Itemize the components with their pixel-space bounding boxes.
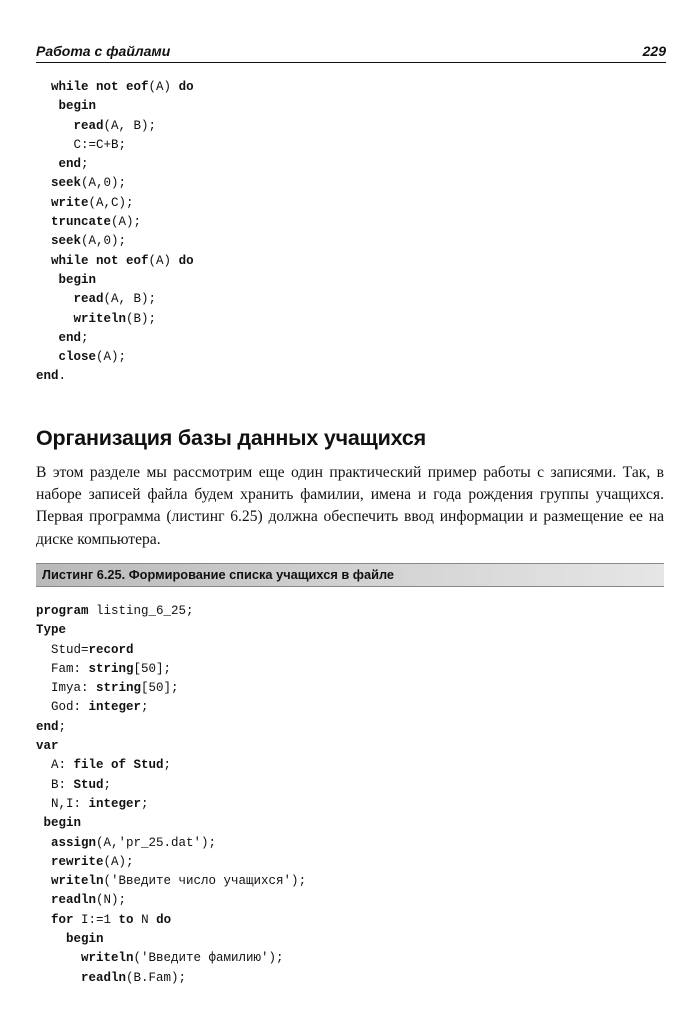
code-line (36, 621, 306, 640)
code-text (36, 80, 51, 94)
code-keyword: file of Stud (73, 758, 164, 773)
code-keyword: Type (36, 623, 67, 638)
code-line (36, 641, 306, 660)
code-line (36, 834, 306, 853)
code-keyword: writeln (73, 311, 127, 326)
code-text (36, 331, 59, 345)
code-text (36, 816, 44, 830)
code-text: (A) (148, 80, 179, 94)
code-line (36, 602, 306, 621)
body-paragraph: В этом разделе мы рассмотрим еще один практический пример работы с записями. Так, в наборе записей файла будем хранить фамилии, имена и года рождения группы учащихся. Первая программа (листинг 6.25) должна обеспечить ввод информации и размещение ее на диске компьютера. (36, 464, 664, 548)
code-text (36, 855, 51, 869)
code-line (36, 348, 194, 367)
code-text: ('Введите число учащихся'); (103, 874, 307, 889)
code-text: ; (58, 719, 67, 734)
code-line (36, 97, 194, 116)
code-line (36, 367, 194, 386)
code-text: (A) (148, 253, 179, 268)
code-text: N,I: (36, 796, 89, 811)
code-keyword: rewrite (51, 854, 104, 869)
code-text (36, 350, 59, 364)
code-text: ; (163, 758, 172, 773)
code-text (36, 119, 74, 133)
code-keyword: seek (51, 234, 82, 249)
code-text: N (133, 912, 157, 927)
code-text: A: (36, 758, 74, 773)
code-text: ; (141, 796, 149, 811)
code-text: (N); (96, 893, 127, 908)
code-line (36, 174, 194, 193)
code-line (36, 155, 194, 174)
code-text (36, 99, 59, 113)
code-line (36, 271, 194, 290)
code-block-2 (36, 602, 306, 988)
code-line (36, 290, 194, 309)
code-text (36, 951, 81, 965)
code-text (36, 234, 51, 248)
code-line (36, 136, 194, 155)
code-text: (A,'pr_25.dat'); (96, 835, 217, 850)
code-text: . (58, 369, 67, 384)
code-text (36, 176, 51, 190)
code-keyword: Stud (73, 777, 104, 792)
code-text (36, 196, 51, 210)
code-keyword: while not eof (51, 80, 149, 94)
code-text: (A); (103, 854, 134, 869)
code-line (36, 78, 194, 97)
code-text (36, 312, 74, 326)
code-line (36, 718, 306, 737)
code-keyword: for (51, 912, 74, 927)
code-line (36, 252, 194, 271)
code-line (36, 911, 306, 930)
code-text: (A, B); (103, 292, 157, 307)
code-line (36, 679, 306, 698)
code-text: Imya: (36, 681, 97, 696)
code-keyword: do (178, 253, 194, 268)
code-keyword: integer (88, 700, 142, 715)
code-text: listing_6_25; (88, 604, 194, 618)
code-keyword: end (36, 369, 59, 384)
code-keyword: close (58, 350, 97, 365)
code-line (36, 698, 306, 717)
code-text: B: (36, 777, 74, 792)
code-text: [50]; (133, 661, 172, 676)
code-keyword: begin (43, 816, 82, 831)
code-text (36, 836, 51, 850)
code-keyword: begin (58, 272, 97, 287)
code-block-1 (36, 78, 194, 387)
code-keyword: readln (81, 970, 127, 985)
code-line (36, 872, 306, 891)
listing-caption: Листинг 6.25. Формирование списка учащихся в файле (42, 567, 395, 582)
code-keyword: seek (51, 176, 82, 191)
code-keyword: do (178, 80, 194, 94)
code-text: (A,0); (81, 176, 127, 191)
code-line (36, 949, 306, 968)
listing-caption-bar (36, 563, 664, 587)
code-text: ('Введите фамилию'); (133, 951, 284, 966)
code-keyword: end (36, 719, 59, 734)
code-keyword: readln (51, 893, 97, 908)
code-line (36, 756, 306, 775)
code-text: (A,0); (81, 234, 127, 249)
section-heading: Организация базы данных учащихся (36, 426, 426, 450)
code-line (36, 329, 194, 348)
code-line (36, 737, 306, 756)
code-line (36, 232, 194, 251)
code-keyword: while not eof (51, 253, 149, 268)
code-line (36, 776, 306, 795)
code-text: (A,C); (88, 195, 134, 210)
code-text (36, 913, 51, 927)
code-text (36, 932, 66, 946)
code-line (36, 310, 194, 329)
code-keyword: begin (66, 932, 104, 947)
code-line (36, 853, 306, 872)
code-keyword: program (36, 604, 89, 618)
code-text: Fam: (36, 661, 89, 676)
code-line (36, 795, 306, 814)
code-keyword: read (73, 118, 104, 133)
code-line (36, 969, 306, 988)
code-keyword: string (88, 661, 134, 676)
code-keyword: truncate (51, 215, 112, 230)
code-text (36, 893, 51, 907)
page-number: 229 (642, 43, 666, 59)
code-keyword: do (156, 912, 172, 927)
code-keyword: var (36, 739, 59, 754)
code-keyword: string (96, 681, 142, 696)
code-keyword: read (73, 292, 104, 307)
code-text: I:=1 (73, 912, 119, 927)
code-line (36, 117, 194, 136)
code-text: (A); (111, 215, 142, 230)
code-text (36, 971, 81, 985)
code-keyword: assign (51, 835, 97, 850)
code-keyword: integer (88, 796, 142, 811)
code-text: (B.Fam); (126, 970, 187, 985)
code-text: ; (81, 330, 89, 345)
code-text: Stud= (36, 642, 89, 657)
code-keyword: writeln (81, 951, 134, 966)
code-text: (A, B); (103, 118, 157, 133)
running-title: Работа с файлами (36, 43, 171, 59)
code-keyword: write (51, 195, 89, 210)
code-line (36, 814, 306, 833)
code-text: ; (81, 157, 89, 172)
code-keyword: writeln (51, 874, 104, 889)
page-header (36, 38, 666, 63)
code-text: (A); (96, 350, 127, 365)
code-keyword: to (118, 912, 134, 927)
code-text: [50]; (141, 681, 179, 696)
code-text (36, 292, 74, 306)
code-text (36, 273, 59, 287)
code-text: (B); (126, 311, 157, 326)
code-keyword: end (58, 157, 82, 172)
code-text (36, 874, 51, 888)
code-text (36, 157, 59, 171)
code-text: ; (141, 700, 149, 715)
code-line (36, 930, 306, 949)
code-text: C:=C+B; (36, 137, 127, 152)
code-text (36, 215, 51, 229)
code-keyword: end (58, 330, 82, 345)
code-text (36, 254, 51, 268)
code-keyword: record (88, 642, 134, 657)
code-line (36, 660, 306, 679)
code-line (36, 213, 194, 232)
code-text: ; (103, 777, 112, 792)
code-text: God: (36, 700, 89, 715)
code-keyword: begin (58, 99, 97, 114)
code-line (36, 891, 306, 910)
code-line (36, 194, 194, 213)
